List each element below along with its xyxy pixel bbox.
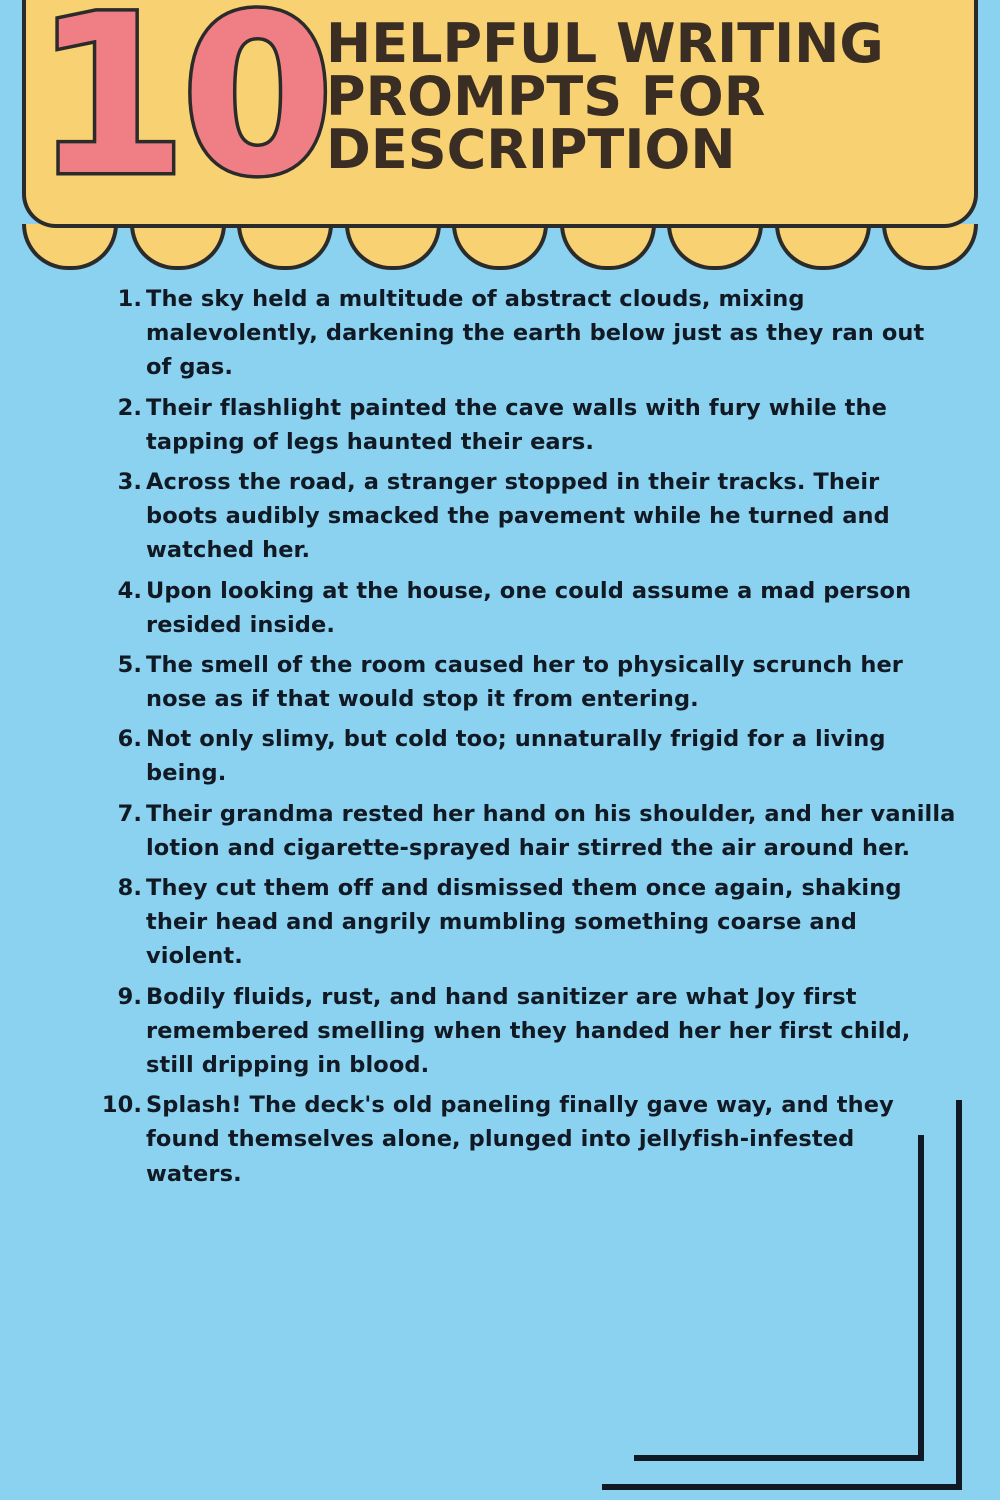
list-item: Upon looking at the house, one could assume a mad person resided inside. xyxy=(146,577,912,638)
decorative-bracket-outer-horizontal xyxy=(602,1484,962,1490)
scallop-shape xyxy=(345,224,441,270)
scallop-shape xyxy=(775,224,871,270)
scallop-shape xyxy=(237,224,333,270)
decorative-bracket-inner-horizontal xyxy=(634,1455,924,1461)
list-item: The smell of the room caused her to physically scrunch her nose as if that would stop it from entering. xyxy=(146,651,904,713)
list-item: The sky held a multitude of abstract clouds, mixing malevolently, darkening the earth below just as they ran out of gas. xyxy=(146,286,925,381)
header-inner xyxy=(26,0,974,224)
headline-number: 10 xyxy=(34,0,329,224)
scallop-shape xyxy=(882,224,978,270)
decorative-bracket-outer-vertical xyxy=(956,1100,962,1490)
title-line-3: DESCRIPTION xyxy=(326,117,736,181)
list-item: They cut them off and dismissed them once again, shaking their head and angrily mumbling something coarse and violent. xyxy=(146,875,902,970)
scallop-shape xyxy=(452,224,548,270)
prompts-section xyxy=(96,282,956,1197)
title-line-1: HELPFUL WRITING xyxy=(326,12,884,75)
list-item: Not only slimy, but cold too; unnaturally frigid for a living being. xyxy=(146,726,886,787)
prompt-list xyxy=(96,282,956,1191)
title-line-2: PROMPTS FOR xyxy=(326,64,766,128)
headline-title xyxy=(326,12,974,181)
list-item: Their flashlight painted the cave walls with fury while the tapping of legs haunted their ears. xyxy=(146,394,888,455)
scallop-shape xyxy=(22,224,118,270)
list-item: Their grandma rested her hand on his shoulder, and her vanilla lotion and cigarette-sprayed hair stirred the air around her. xyxy=(146,800,956,861)
list-item: Bodily fluids, rust, and hand sanitizer are what Joy first remembered smelling when they handed her her first child, still dripping in blood. xyxy=(146,983,911,1078)
scallop-shape xyxy=(130,224,226,270)
scallop-shape xyxy=(560,224,656,270)
list-item: Splash! The deck's old paneling finally gave way, and they found themselves alone, plunged into jellyfish-infested waters. xyxy=(146,1092,894,1187)
header-banner xyxy=(22,0,978,228)
scalloped-edge xyxy=(22,224,978,272)
scallop-shape xyxy=(667,224,763,270)
list-item: Across the road, a stranger stopped in their tracks. Their boots audibly smacked the pavement while he turned and watched her. xyxy=(146,468,890,564)
